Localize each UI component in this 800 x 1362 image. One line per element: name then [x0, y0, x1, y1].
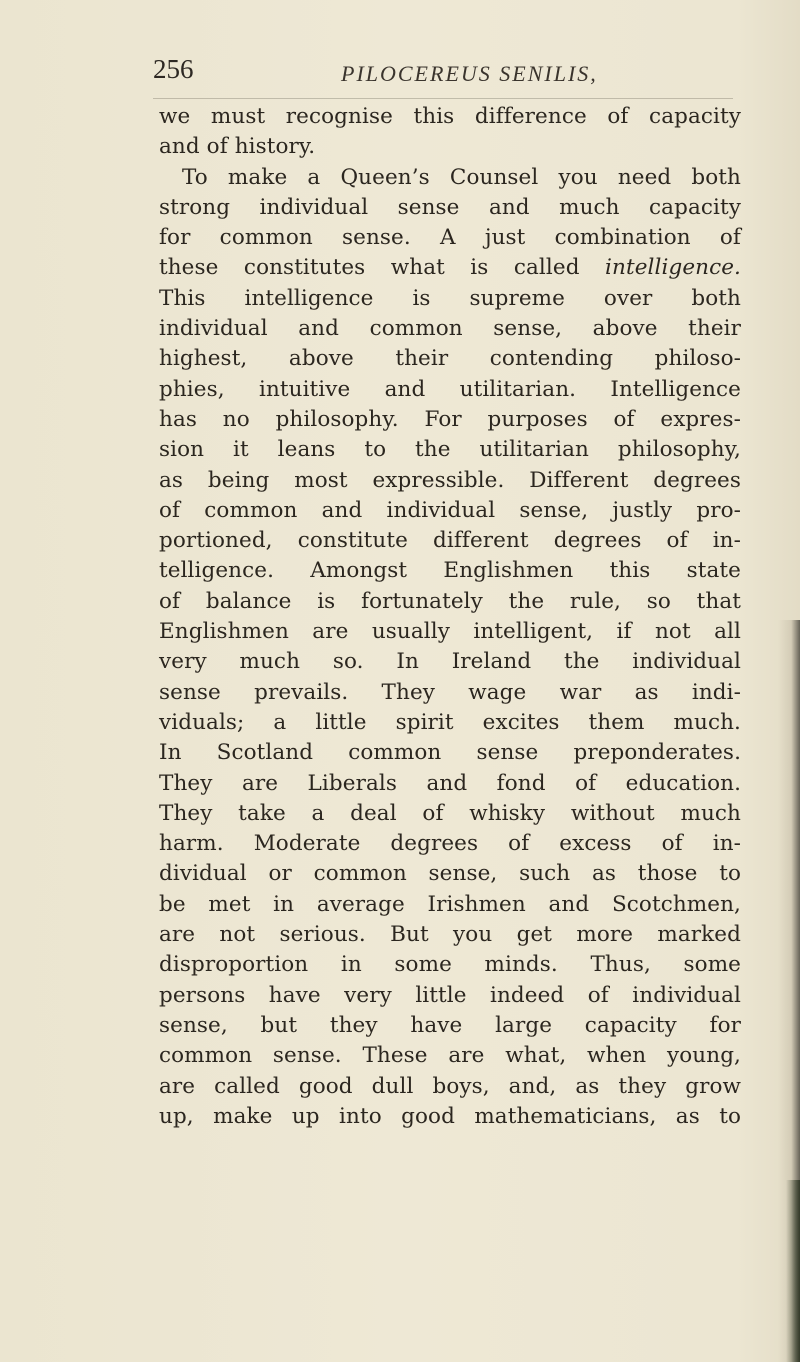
running-head [153, 52, 753, 92]
text-line [159, 253, 741, 283]
text-line: harm. Moderate degrees of excess of in- [159, 831, 741, 857]
text-line: telligence. Amongst Englishmen this state [159, 558, 741, 584]
italic-term: intelligence. [605, 255, 741, 281]
text-line: viduals; a little spirit excites them much. [159, 709, 741, 735]
header-rule [153, 98, 733, 99]
text-line-start: these constitutes what is called [159, 255, 580, 281]
body-text [159, 102, 741, 1132]
text-line: sense, but they have large capacity for [159, 1012, 741, 1038]
text-line: and of history. [159, 134, 316, 160]
text-line: This intelligence is supreme over both [159, 285, 741, 311]
text-line: disproportion in some minds. Thus, some [159, 952, 741, 978]
text-line: They take a deal of whisky without much [159, 800, 741, 826]
text-line: we must recognise this difference of capacity [159, 104, 741, 129]
text-line: phies, intuitive and utilitarian. Intelligence [159, 376, 741, 402]
text-line: has no philosophy. For purposes of expres- [159, 406, 741, 432]
text-line: for common sense. A just combination of [159, 225, 741, 251]
text-line: dividual or common sense, such as those to [159, 861, 741, 887]
text-line: They are Liberals and fond of education. [159, 770, 741, 796]
text-line: are not serious. But you get more marked [159, 922, 741, 948]
text-line: of balance is fortunately the rule, so that [159, 588, 741, 614]
text-line: are called good dull boys, and, as they grow [159, 1073, 741, 1099]
running-title: PILOCEREUS SENILIS, [341, 61, 598, 86]
text-line: sense prevails. They wage war as indi- [159, 679, 741, 705]
text-line: as being most expressible. Different degrees [159, 467, 741, 493]
text-line: highest, above their contending philoso- [159, 346, 741, 372]
text-line: sion it leans to the utilitarian philosophy, [159, 437, 741, 463]
text-line: Englishmen are usually intelligent, if not all [159, 619, 741, 645]
text-line: very much so. In Ireland the individual [159, 649, 741, 675]
text-line: strong individual sense and much capacity [159, 194, 741, 220]
text-line: To make a Queen’s Counsel you need both [182, 164, 741, 190]
text-line: up, make up into good mathematicians, as to [159, 1103, 741, 1129]
text-line: be met in average Irishmen and Scotchmen, [159, 891, 741, 917]
text-line: common sense. These are what, when young, [159, 1043, 741, 1069]
text-line: of common and individual sense, justly pro- [159, 497, 741, 523]
page-edge-shadow-lower [786, 1180, 800, 1362]
text-line: In Scotland common sense preponderates. [159, 740, 741, 766]
text-line: individual and common sense, above their [159, 316, 741, 342]
text-line: persons have very little indeed of individual [159, 982, 741, 1008]
page-number: 256 [153, 54, 194, 84]
text-line: portioned, constitute different degrees of in- [159, 528, 741, 554]
